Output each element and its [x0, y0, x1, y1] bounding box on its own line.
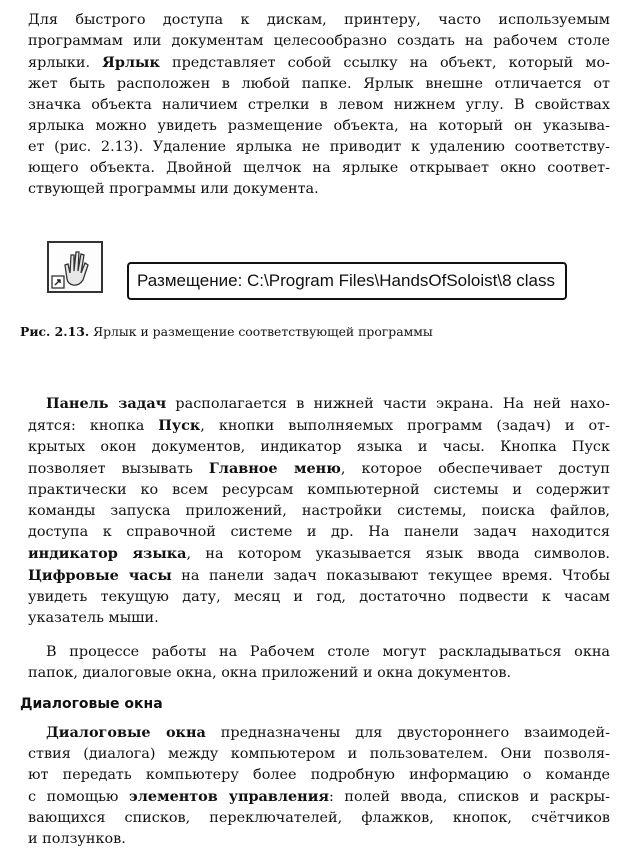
bold-term: элементов управления — [129, 788, 330, 805]
bold-term: Главное меню — [208, 460, 341, 477]
line-text: позволяет вызывать — [28, 461, 209, 477]
windows-paragraph — [28, 642, 610, 684]
hand-shortcut-icon — [49, 243, 101, 291]
line-text: дятся: кнопка — [28, 418, 159, 434]
line-text: ствующей программы или документа. — [28, 181, 319, 197]
figure-caption — [20, 324, 433, 340]
text-line — [28, 52, 610, 74]
line-text: : полей ввода, списков и раскры- — [329, 789, 610, 805]
text-line — [28, 458, 610, 480]
line-text: крытых окон документов, индикатор языка и часы. Кнопка Пуск — [28, 439, 610, 455]
section-heading: Диалоговые окна — [20, 696, 163, 712]
dialog-paragraph — [28, 722, 610, 850]
text-line — [28, 663, 610, 684]
line-text: значка объекта наличием стрелки в левом нижнем углу. В свойствах — [28, 97, 610, 113]
text-line — [28, 437, 610, 458]
bold-term: Панель задач — [46, 395, 167, 412]
line-text: ярлыка можно увидеть размещение объекта, на который он указыва- — [28, 118, 610, 134]
line-text: располагается в нижней части экрана. На ней нахо- — [166, 396, 610, 412]
line-text: жет быть расположен в любой папке. Ярлык внешне отличается от — [28, 76, 610, 92]
text-line — [28, 393, 610, 415]
text-line — [28, 608, 610, 629]
text-line — [28, 10, 610, 31]
line-text: практически ко всем ресурсам компьютерной системы и содержит — [28, 482, 610, 498]
bold-term: индикатор языка — [28, 545, 187, 562]
text-line — [28, 480, 610, 501]
line-text: вающихся списков, переключателей, флажков, кнопок, счётчиков — [28, 810, 610, 826]
line-text: , кнопки выполняемых программ (задач) и от- — [200, 418, 610, 434]
text-line — [28, 722, 610, 744]
line-text: указатель мыши. — [28, 610, 159, 626]
text-line — [28, 765, 610, 786]
shortcut-icon[interactable] — [47, 241, 103, 293]
line-text: представляет собой ссылку на объект, который мо- — [159, 55, 610, 71]
text-line — [28, 587, 610, 608]
text-line — [28, 808, 610, 829]
bold-term: Ярлык — [102, 54, 160, 71]
taskbar-paragraph — [28, 393, 610, 629]
line-text: ствия (диалога) между компьютером и пользователем. Они позволя- — [28, 746, 610, 762]
text-line — [28, 829, 610, 850]
text-line — [28, 31, 610, 52]
line-text: доступа к справочной системе и др. На панели задач находится — [28, 524, 610, 540]
line-text: на панели задач показывают текущее время. Чтобы — [171, 568, 611, 584]
line-text: предназначены для двустороннего взаимодей- — [205, 725, 610, 741]
text-line — [28, 642, 610, 663]
line-text: папок, диалоговые окна, окна приложений и окна документов. — [28, 665, 512, 681]
text-line — [28, 415, 610, 437]
text-line — [28, 179, 610, 200]
line-text: , которое обеспечивает доступ — [340, 461, 610, 477]
bold-term: Цифровые часы — [28, 567, 172, 584]
line-text: ярлыки. — [28, 55, 103, 71]
bold-term: Диалоговые окна — [46, 724, 206, 741]
bold-term: Пуск — [158, 417, 201, 434]
line-text: и ползунков. — [28, 831, 126, 847]
text-line — [28, 116, 610, 137]
text-line — [28, 95, 610, 116]
line-text: с помощью — [28, 789, 129, 805]
line-text: , на котором указывается язык ввода символов. — [186, 546, 610, 562]
line-text: увидеть текущую дату, месяц и год, достаточно подвести к часам — [28, 589, 610, 605]
caption-label: Рис. 2.13. — [20, 324, 90, 339]
intro-paragraph — [28, 10, 610, 200]
text-line — [28, 522, 610, 543]
text-line — [28, 137, 610, 158]
location-field: Размещение: C:\Program Files\HandsOfSoloist\8 class — [127, 262, 567, 300]
line-text: программам или документам целесообразно создать на рабочем столе — [28, 33, 610, 49]
line-text: Для быстрого доступа к дискам, принтеру, часто используемым — [28, 12, 610, 28]
line-text: В процессе работы на Рабочем столе могут раскладываться окна — [46, 644, 610, 660]
line-text: команды запуска приложений, настройки системы, поиска файлов, — [28, 503, 610, 519]
text-line — [28, 74, 610, 95]
caption-text: Ярлык и размещение соответствующей программы — [89, 324, 433, 339]
text-line — [28, 543, 610, 565]
text-line — [28, 158, 610, 179]
line-text: ющего объекта. Двойной щелчок на ярлыке открывает окно соответ- — [28, 160, 610, 176]
text-line — [28, 565, 610, 587]
text-line — [28, 744, 610, 765]
line-text: ет (рис. 2.13). Удаление ярлыка не приводит к удалению соответству- — [28, 139, 610, 155]
line-text: ют передать компьютеру более подробную информацию о команде — [28, 767, 610, 783]
text-line — [28, 786, 610, 808]
text-line — [28, 501, 610, 522]
